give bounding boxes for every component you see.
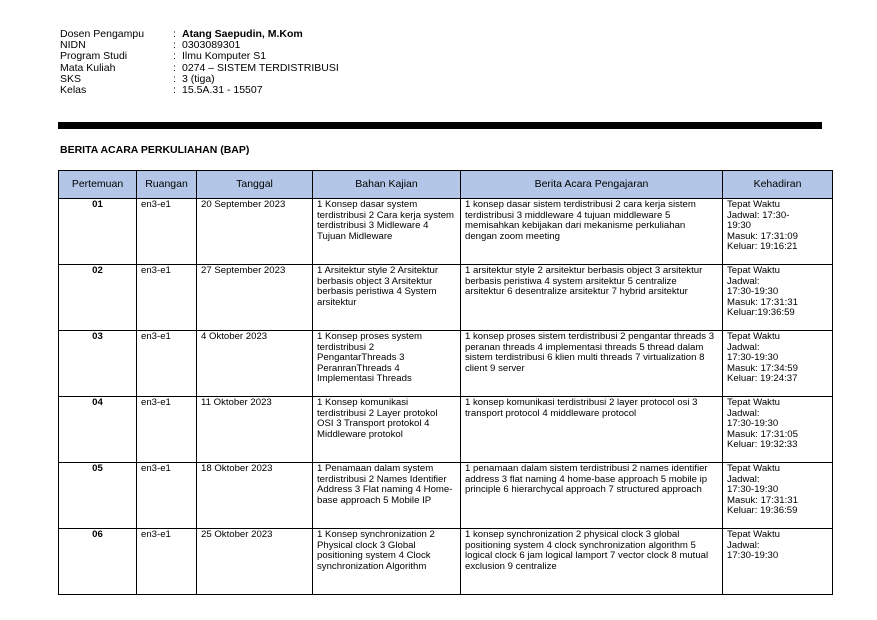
kehadiran-line: Masuk: 17:31:31 bbox=[727, 296, 798, 308]
bahan-text: 1 Arsitektur style 2 Arsitektur berbasis object 3 Arsitektur berbasis peristiwa 4 System arsitektur bbox=[317, 266, 439, 308]
table-row bbox=[59, 397, 833, 463]
kehadiran-line: Tepat Waktu bbox=[727, 266, 780, 276]
nidn-value: 0303089301 bbox=[182, 39, 241, 52]
cell-tanggal: 18 Oktober 2023 bbox=[197, 463, 313, 529]
kehadiran-line: Tepat Waktu bbox=[727, 398, 780, 408]
section-title: BERITA ACARA PERKULIAHAN (BAP) bbox=[60, 144, 250, 156]
cell-kehadiran bbox=[723, 397, 833, 463]
course-info bbox=[60, 29, 339, 96]
header-kehadiran: Kehadiran bbox=[723, 171, 833, 199]
cell-ruangan: en3-e1 bbox=[137, 265, 197, 331]
info-label: SKS bbox=[60, 72, 82, 85]
kehadiran-line: Keluar: 19:32:33 bbox=[727, 439, 798, 451]
kehadiran-line: Keluar: 19:16:21 bbox=[727, 241, 798, 253]
table-row bbox=[59, 529, 833, 595]
kehadiran-line: 17:30-19:30 bbox=[727, 484, 779, 496]
cell-kehadiran bbox=[723, 463, 833, 529]
berita-text: 1 arsitektur style 2 arsitektur berbasis object 3 arsitektur berbasis peristiwa 4 system arsitektur 5 centralize arsitektur 6 desentralize arsitektur 7 hybrid arsitektur bbox=[465, 266, 703, 298]
kehadiran-line: Tepat Waktu bbox=[727, 200, 780, 210]
kehadiran-text bbox=[727, 200, 828, 264]
class-value: 15.5A.31 - 15507 bbox=[182, 84, 263, 97]
cell-tanggal: 25 Oktober 2023 bbox=[197, 529, 313, 595]
cell-kehadiran bbox=[723, 265, 833, 331]
kehadiran-line: Masuk: 17:31:05 bbox=[727, 428, 798, 440]
table-header-row bbox=[59, 171, 833, 199]
info-label: NIDN bbox=[60, 39, 86, 52]
cell-kehadiran bbox=[723, 331, 833, 397]
kehadiran-line: 17:30-19:30 bbox=[727, 286, 779, 298]
cell-pertemuan: 02 bbox=[59, 265, 137, 331]
table-row bbox=[59, 331, 833, 397]
kehadiran-line: Jadwal: 17:30- bbox=[727, 209, 790, 221]
cell-ruangan: en3-e1 bbox=[137, 463, 197, 529]
bahan-text: 1 Konsep synchronization 2 Physical clock 3 Global positioning system 4 Clock synchronization Algorithm bbox=[317, 530, 435, 572]
cell-berita-acara bbox=[461, 463, 723, 529]
kehadiran-text bbox=[727, 464, 828, 528]
bahan-text: 1 Penamaan dalam system terdistribusi 2 Names Identifier Address 3 Flat naming 4 Home-base approach 5 Mobile IP bbox=[317, 464, 453, 506]
cell-bahan-kajian bbox=[313, 265, 461, 331]
kehadiran-text bbox=[727, 332, 828, 396]
cell-bahan-kajian bbox=[313, 463, 461, 529]
header-berita-acara: Berita Acara Pengajaran bbox=[461, 171, 723, 199]
info-colon: : bbox=[173, 28, 176, 40]
table-row bbox=[59, 265, 833, 331]
kehadiran-line: Keluar: 19:36:59 bbox=[727, 505, 798, 517]
cell-berita-acara bbox=[461, 397, 723, 463]
cell-berita-acara bbox=[461, 265, 723, 331]
cell-pertemuan: 05 bbox=[59, 463, 137, 529]
info-row-kelas bbox=[60, 85, 339, 96]
bap-table bbox=[58, 170, 833, 595]
cell-kehadiran bbox=[723, 529, 833, 595]
bahan-text: 1 Konsep dasar system terdistribusi 2 Cara kerja system terdistribusi 3 Midleware 4 Tujuan Midleware bbox=[317, 200, 455, 242]
kehadiran-line: Jadwal: bbox=[727, 407, 760, 419]
header-ruangan: Ruangan bbox=[137, 171, 197, 199]
cell-kehadiran bbox=[723, 199, 833, 265]
kehadiran-line: Keluar:19:36:59 bbox=[727, 307, 795, 319]
kehadiran-line: Jadwal: bbox=[727, 275, 760, 287]
kehadiran-line: Jadwal: bbox=[727, 539, 760, 551]
table-row bbox=[59, 463, 833, 529]
course-value: 0274 – SISTEM TERDISTRIBUSI bbox=[182, 61, 339, 74]
cell-bahan-kajian bbox=[313, 331, 461, 397]
kehadiran-text bbox=[727, 266, 828, 330]
berita-text: 1 penamaan dalam sistem terdistribusi 2 names identifier address 3 flat naming 4 home-base approach 5 mobile ip principle 6 hierarchycal approach 7 structured approach bbox=[465, 464, 708, 496]
kehadiran-line: 17:30-19:30 bbox=[727, 418, 779, 430]
cell-berita-acara bbox=[461, 199, 723, 265]
cell-bahan-kajian bbox=[313, 199, 461, 265]
cell-tanggal: 11 Oktober 2023 bbox=[197, 397, 313, 463]
credits-value: 3 (tiga) bbox=[182, 72, 215, 85]
berita-text: 1 konsep komunikasi terdistribusi 2 layer protocol osi 3 transport protocol 4 middleware protocol bbox=[465, 398, 698, 419]
kehadiran-line: Masuk: 17:31:09 bbox=[727, 230, 798, 242]
bahan-text: 1 Konsep proses system terdistribusi 2 PengantarThreads 3 PeranranThreads 4 Implementasi Threads bbox=[317, 332, 423, 385]
cell-bahan-kajian bbox=[313, 397, 461, 463]
header-bahan-kajian: Bahan Kajian bbox=[313, 171, 461, 199]
info-label: Program Studi bbox=[60, 50, 128, 63]
kehadiran-line: Jadwal: bbox=[727, 341, 760, 353]
berita-text: 1 konsep synchronization 2 physical clock 3 global positioning system 4 clock synchronization algorithm 5 logical clock 6 jam logical lamport 7 vector clock 8 mutual exclusion 9 centralize bbox=[465, 530, 709, 572]
kehadiran-text bbox=[727, 398, 828, 462]
table-row bbox=[59, 199, 833, 265]
cell-ruangan: en3-e1 bbox=[137, 529, 197, 595]
kehadiran-line: Tepat Waktu bbox=[727, 530, 780, 540]
cell-pertemuan: 01 bbox=[59, 199, 137, 265]
cell-berita-acara bbox=[461, 331, 723, 397]
info-label: Mata Kuliah bbox=[60, 61, 116, 74]
study-program-value: Ilmu Komputer S1 bbox=[182, 50, 267, 63]
header-tanggal: Tanggal bbox=[197, 171, 313, 199]
cell-pertemuan: 06 bbox=[59, 529, 137, 595]
info-colon: : bbox=[173, 39, 176, 52]
berita-text: 1 konsep proses sistem terdistribusi 2 pengantar threads 3 peranan threads 4 implementasi threads 5 thread dalam sistem terdistribusi 6 klien multi threads 7 virtualization 8 client 9 server bbox=[465, 332, 715, 374]
info-label: Kelas bbox=[60, 84, 87, 97]
cell-pertemuan: 03 bbox=[59, 331, 137, 397]
info-label: Dosen Pengampu bbox=[60, 28, 145, 40]
kehadiran-line: 19:30 bbox=[727, 220, 752, 232]
cell-berita-acara bbox=[461, 529, 723, 595]
berita-text: 1 konsep dasar sistem terdistribusi 2 cara kerja sistem terdistribusi 3 middleware 4 tujuan middleware 5 memisahkan kebijakan dari mekanisme perkuliahan dengan zoom meeting bbox=[465, 200, 696, 242]
cell-ruangan: en3-e1 bbox=[137, 199, 197, 265]
bahan-text: 1 Konsep komunikasi terdistribusi 2 Layer protokol OSI 3 Transport protokol 4 Middleware protokol bbox=[317, 398, 438, 440]
info-colon: : bbox=[173, 84, 176, 97]
divider-rule bbox=[58, 122, 822, 129]
cell-tanggal: 27 September 2023 bbox=[197, 265, 313, 331]
info-colon: : bbox=[173, 61, 176, 74]
cell-tanggal: 20 September 2023 bbox=[197, 199, 313, 265]
kehadiran-line: Tepat Waktu bbox=[727, 464, 780, 474]
kehadiran-line: Masuk: 17:31:31 bbox=[727, 494, 798, 506]
kehadiran-line: Jadwal: bbox=[727, 473, 760, 485]
kehadiran-text bbox=[727, 530, 828, 594]
info-colon: : bbox=[173, 50, 176, 63]
cell-bahan-kajian bbox=[313, 529, 461, 595]
cell-tanggal: 4 Oktober 2023 bbox=[197, 331, 313, 397]
kehadiran-line: Tepat Waktu bbox=[727, 332, 780, 342]
header-pertemuan: Pertemuan bbox=[59, 171, 137, 199]
kehadiran-line: Masuk: 17:34:59 bbox=[727, 362, 798, 374]
kehadiran-line: 17:30-19:30 bbox=[727, 352, 779, 364]
cell-pertemuan: 04 bbox=[59, 397, 137, 463]
info-row-prodi bbox=[60, 51, 339, 62]
cell-ruangan: en3-e1 bbox=[137, 331, 197, 397]
kehadiran-line: Keluar: 19:24:37 bbox=[727, 373, 798, 385]
lecturer-name: Atang Saepudin, M.Kom bbox=[182, 28, 303, 40]
kehadiran-line: 17:30-19:30 bbox=[727, 550, 779, 562]
info-colon: : bbox=[173, 72, 176, 85]
cell-ruangan: en3-e1 bbox=[137, 397, 197, 463]
